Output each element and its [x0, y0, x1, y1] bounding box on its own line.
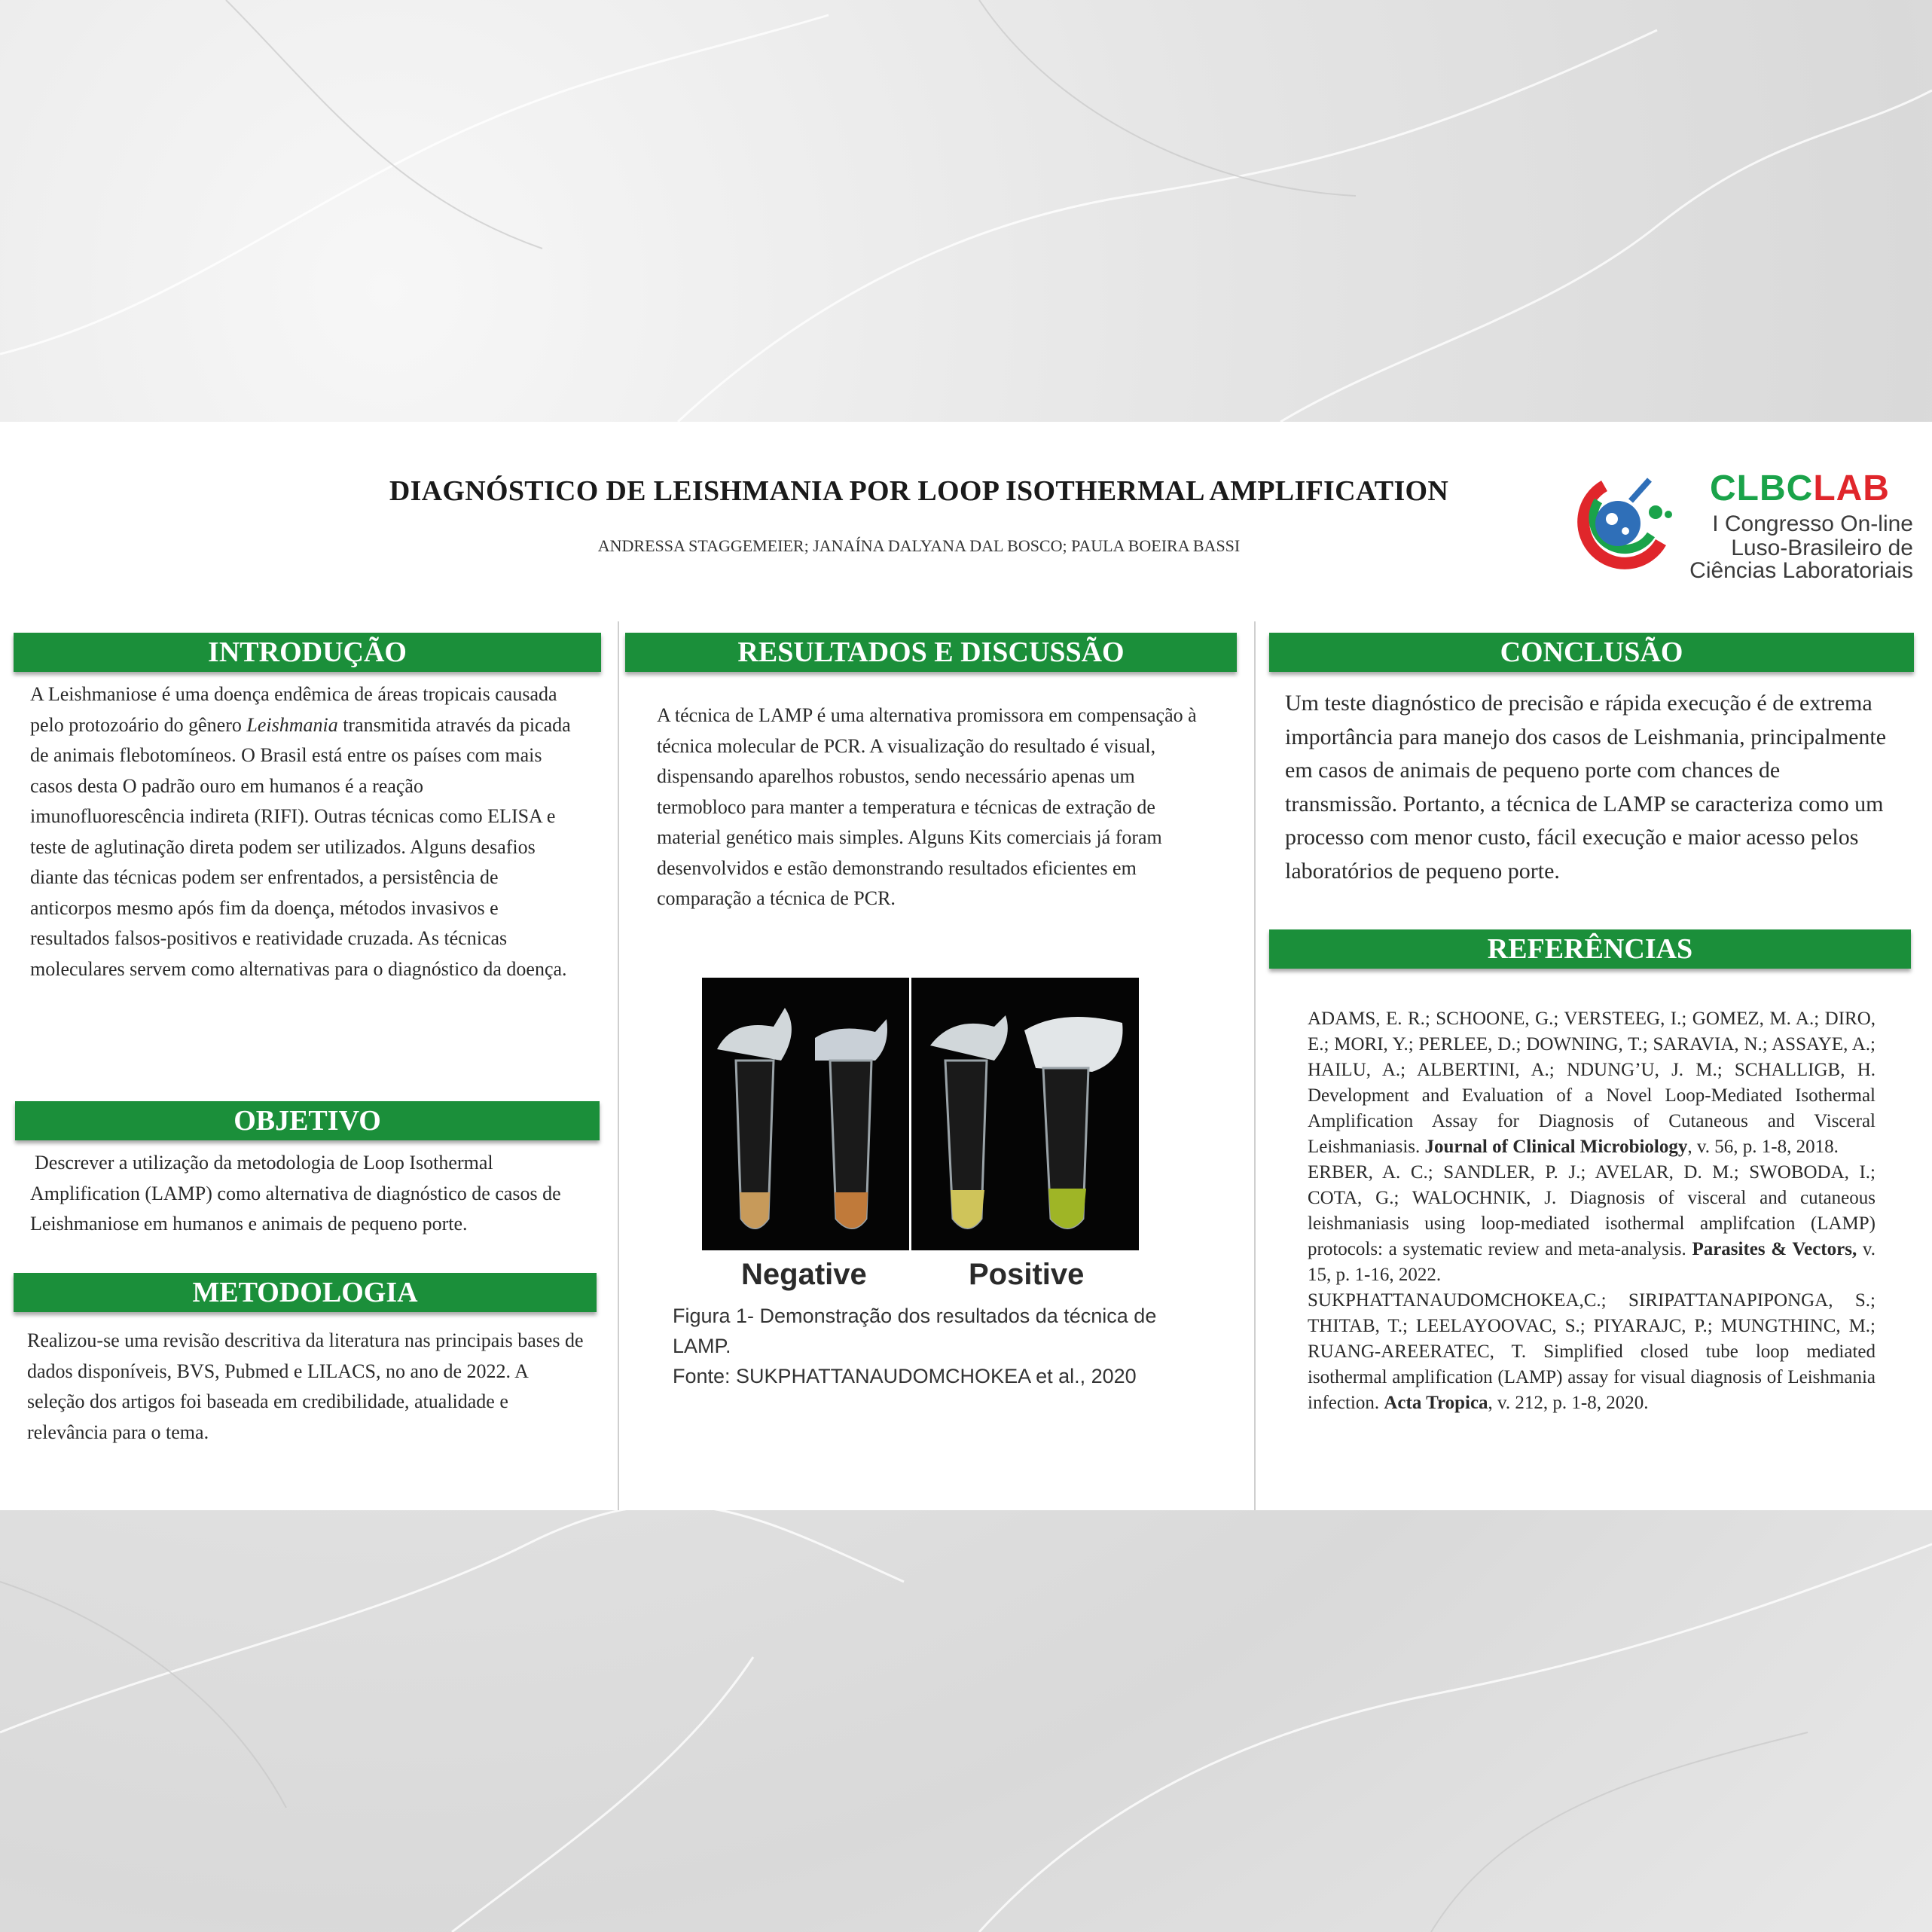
section-header-referencias: REFERÊNCIAS [1269, 929, 1911, 969]
references-list [1308, 1006, 1876, 1416]
poster-title: DIAGNÓSTICO DE LEISHMANIA POR LOOP ISOTHERMAL AMPLIFICATION [389, 475, 1449, 507]
metodologia-text: Realizou-se uma revisão descritiva da literatura nas principais bases de dados disponíveis, BVS, Pubmed e LILACS, no ano de 2022. A seleção dos artigos foi baseada em credibilidade, atualidade e relevância para o tema. [27, 1329, 584, 1443]
flask-beaker-icon [1559, 471, 1680, 576]
section-header-conclusao: CONCLUSÃO [1269, 633, 1914, 672]
logo-line-2: Luso-Brasileiro de [1731, 536, 1913, 560]
resultados-text: A técnica de LAMP é uma alternativa promissora em compensação à técnica molecular de PCR. A visualização do resultado é visual, dispensando aparelhos robustos, sendo necessário apenas um termobloco para manter a temperatura e técnicas de extração de material genético mais simples. Alguns Kits comerciais já foram desenvolvidos e estão demonstrando resultados eficientes em comparação a técnica de PCR. [657, 704, 1197, 909]
figure-label-positive: Positive [969, 1258, 1085, 1291]
logo-line-1: I Congresso On-line [1712, 511, 1913, 536]
section-header-metodologia: METODOLOGIA [14, 1273, 597, 1312]
objetivo-text: Descrever a utilização da metodologia de Loop Isothermal Amplification (LAMP) como alternativa de diagnóstico de casos de Leishmaniose em humanos e animais de pequeno porte. [30, 1152, 561, 1235]
positive-tubes-photo [911, 978, 1139, 1250]
section-header-resultados: RESULTADOS E DISCUSSÃO [625, 633, 1237, 672]
reference-item: SUKPHATTANAUDOMCHOKEA,C.; SIRIPATTANAPIPONGA, S.; THITAB, T.; LEELAYOOVAC, S.; PIYARAJC, P.; MUNGTHINC, M.; RUANG-AREERATEC, T. Simplified closed tube loop mediated isothermal amplification (LAMP) assay for visual diagnosis of Leishmania infection. Acta Tropica, v. 212, p. 1-8, 2020. [1308, 1290, 1876, 1413]
lamp-results-figure [702, 978, 1139, 1294]
figure-label-negative: Negative [741, 1258, 867, 1291]
logo-line-3: Ciências Laboratoriais [1689, 558, 1913, 583]
figure-caption-source: Fonte: SUKPHATTANAUDOMCHOKEA et al., 2020 [673, 1365, 1137, 1387]
reference-item: ERBER, A. C.; SANDLER, P. J.; AVELAR, D. M.; SWOBODA, I.; COTA, G.; WALOCHNIK, J. Diagnosis of visceral and cutaneous leishmaniasis using loop-mediated isothermal amplifcation (LAMP) protocols: a systematic review and meta-analysis. Parasites & Vectors, v. 15, p. 1-16, 2022. [1308, 1162, 1876, 1285]
section-header-objetivo: OBJETIVO [15, 1101, 600, 1140]
figure-caption [673, 1301, 1215, 1391]
negative-tubes-photo [702, 978, 909, 1250]
column-divider-2 [1254, 621, 1256, 1510]
reference-item: ADAMS, E. R.; SCHOONE, G.; VERSTEEG, I.; GOMEZ, M. A.; DIRO, E.; MORI, Y.; PERLEE, D.; DOWNING, T.; SARAVIA, N.; ASSAYE, A.; HAILU, A.; ALBERTINI, A.; NDUNG’U, J. M.; SCHALLIGB, H. Development and Evaluation of a Novel Loop-Mediated Isothermal Amplification Assay for Diagnosis of Cutaneous and Visceral Leishmaniasis. Journal of Clinical Microbiology, v. 56, p. 1-8, 2018. [1308, 1009, 1876, 1157]
figure-caption-title: Figura 1- Demonstração dos resultados da técnica de LAMP. [673, 1305, 1157, 1357]
congress-logo [1559, 463, 1921, 583]
poster-sheet [0, 422, 1932, 1510]
conclusao-text: Um teste diagnóstico de precisão e rápida execução é de extrema importância para manejo dos casos de Leishmania, principalmente em casos de animais de pequeno porte com chances de transmissão. Portanto, a técnica de LAMP se caracteriza como um processo com menor custo, fácil execução e maior acesso pelos laboratórios de pequeno porte. [1285, 691, 1887, 884]
logo-wordmark: CLBCLAB [1710, 469, 1890, 508]
section-header-introducao: INTRODUÇÃO [14, 633, 601, 672]
poster-authors: ANDRESSA STAGGEMEIER; JANAÍNA DALYANA DAL BOSCO; PAULA BOEIRA BASSI [597, 536, 1241, 555]
introducao-text: A Leishmaniose é uma doença endêmica de áreas tropicais causada pelo protozoário do gênero Leishmania transmitida através da picada de animais flebotomíneos. O Brasil está entre os países com mais casos desta O padrão ouro em humanos é a reação imunofluorescência indireta (RIFI). Outras técnicas como ELISA e teste de aglutinação direta podem ser utilizados. Alguns desafios diante das técnicas podem ser enfrentados, a persistência de anticorpos mesmo após fim da doença, métodos invasivos e resultados falsos-positivos e reatividade cruzada. As técnicas moleculares servem como alternativas para o diagnóstico da doença. [30, 683, 571, 980]
column-divider-1 [618, 621, 619, 1510]
